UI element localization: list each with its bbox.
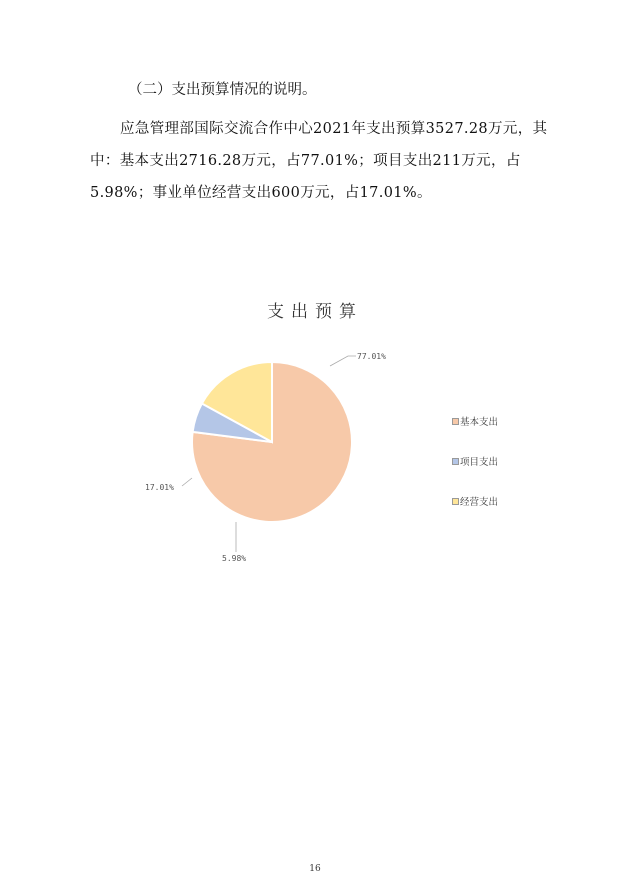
data-label-project: 5.98%	[222, 554, 247, 563]
legend-label-basic: 基本支出	[460, 417, 499, 428]
legend-swatch-basic	[452, 418, 459, 425]
legend-item-project	[452, 454, 498, 468]
leader-line-operating	[182, 478, 192, 486]
leader-line-basic	[330, 356, 356, 366]
page-number: 16	[309, 864, 321, 874]
budget-paragraph: 应急管理部国际交流合作中心2021年支出预算3527.28万元，其中：基本支出2716.28万元，占77.01%；项目支出211万元，占5.98%；事业单位经营支出600万元，占17.01%。	[90, 121, 548, 201]
legend-item-operating	[452, 494, 498, 508]
legend-swatch-project	[452, 458, 459, 465]
pie-chart	[0, 330, 630, 580]
legend-swatch-operating	[452, 498, 459, 505]
legend-label-operating: 经营支出	[460, 497, 499, 508]
legend-label-project: 项目支出	[460, 457, 499, 468]
chart-legend	[452, 414, 498, 534]
chart-title: 支出预算	[267, 302, 363, 322]
data-label-basic: 77.01%	[357, 352, 386, 361]
data-label-operating: 17.01%	[145, 483, 174, 492]
legend-item-basic	[452, 414, 498, 428]
section-heading: （二）支出预算情况的说明。	[128, 82, 317, 98]
